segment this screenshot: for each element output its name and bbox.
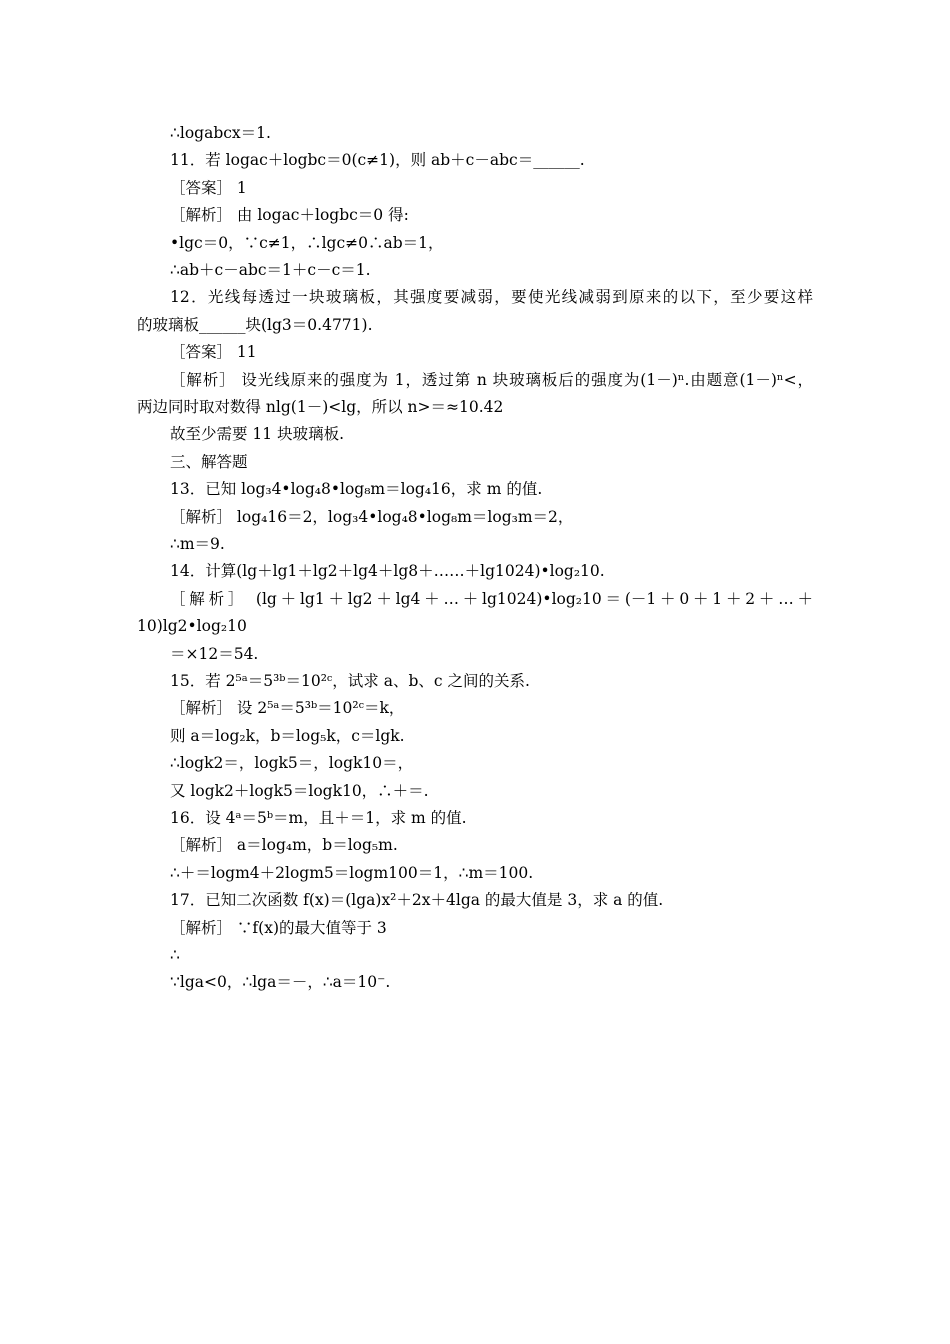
text-line: ∴logabcx＝1. [170, 124, 271, 142]
text-line: 16．设 4ᵃ＝5ᵇ＝m，且＋＝1，求 m 的值. [170, 809, 467, 827]
text-line: 14．计算(lg＋lg1＋lg2＋lg4＋lg8＋……＋lg1024)•log₂10. [170, 562, 605, 581]
text-line: ∴＋＝logm4＋2logm5＝logm100＝1，∴m＝100. [170, 863, 534, 882]
text-line: 三、解答题 [170, 452, 248, 471]
text-line: ［解析］ (lg＋lg1＋lg2＋lg4＋…＋lg1024)•log₂10＝(－1＋0＋1＋2＋…＋ [170, 589, 813, 608]
text-line: 则 a＝log₂k，b＝log₅k，c＝lgk. [170, 726, 405, 745]
text-line: ＝×12＝54. [170, 644, 259, 663]
text-line: ［解析］ 设 2⁵ᵃ＝5³ᵇ＝10²ᶜ＝k， [170, 699, 405, 718]
text-line: ［答案］ 1 [170, 178, 247, 197]
text-line: 的玻璃板______块(lg3＝0.4771). [137, 315, 373, 334]
text-line: ［答案］ 11 [170, 343, 257, 362]
text-line: ∴ab＋c－abc＝1＋c－c＝1. [170, 261, 371, 279]
text-line: 13．已知 log₃4•log₄8•log₈m＝log₄16，求 m 的值. [170, 480, 543, 499]
text-line: 又 logk2＋logk5＝logk10，∴＋＝. [170, 781, 429, 800]
text-line: 10)lg2•log₂10 [137, 617, 247, 636]
text-line: 两边同时取对数得 nlg(1－)<lg，所以 n>＝≈10.42 [137, 398, 504, 416]
text-line: ［解析］ 由 logac＋logbc＝0 得: [170, 206, 409, 225]
text-line: ［解析］ ∵f(x)的最大值等于 3 [170, 918, 387, 937]
text-line: 15．若 2⁵ᵃ＝5³ᵇ＝10²ᶜ，试求 a、b、c 之间的关系. [170, 672, 530, 690]
text-line: 11．若 logac＋logbc＝0(c≠1)，则 ab＋c－abc＝______. [170, 151, 585, 170]
text-line: ［解析］ log₄16＝2，log₃4•log₄8•log₈m＝log₃m＝2， [170, 507, 574, 526]
text-line: 故至少需要 11 块玻璃板. [170, 425, 345, 444]
text-line: ∵lga<0，∴lga＝－，∴a＝10⁻. [170, 973, 391, 992]
text-line: ［解析］ 设光线原来的强度为 1，透过第 n 块玻璃板后的强度为(1－)ⁿ.由题意(1－)ⁿ<， [170, 370, 813, 389]
text-line: ∴m＝9. [170, 535, 225, 553]
text-line: ∴logk2＝，logk5＝，logk10＝， [170, 754, 414, 773]
text-line: 12．光线每透过一块玻璃板，其强度要减弱，要使光线减弱到原来的以下，至少要这样 [170, 288, 813, 307]
text-line: •lgc＝0，∵c≠1，∴lgc≠0∴ab＝1， [170, 233, 444, 252]
text-line: ［解析］ a＝log₄m，b＝log₅m. [170, 836, 398, 855]
text-line: 17．已知二次函数 f(x)＝(lga)x²＋2x＋4lga 的最大值是 3，求 a 的值. [170, 891, 664, 910]
text-line: ∴ [170, 946, 180, 964]
